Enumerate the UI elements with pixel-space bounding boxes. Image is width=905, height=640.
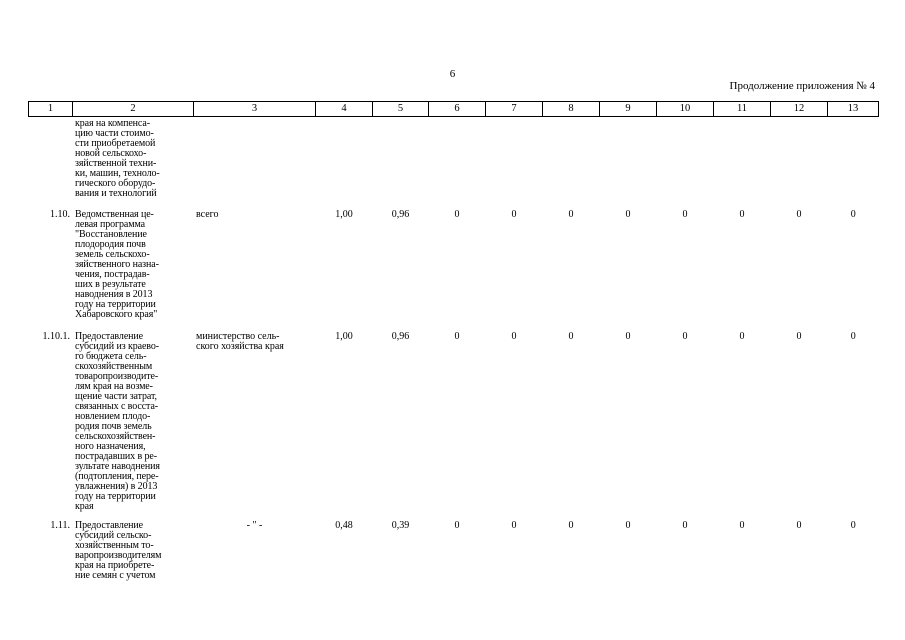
- row-value: 0: [682, 331, 688, 342]
- row-executor-ditto: - " -: [246, 520, 263, 531]
- column-header: 7: [486, 102, 543, 117]
- row-value: [373, 117, 429, 211]
- row-value: [543, 117, 600, 211]
- row-value: [429, 117, 486, 211]
- row-value: [600, 117, 657, 211]
- row-value: 0: [511, 331, 517, 342]
- row-value: 0,96: [391, 331, 410, 342]
- row-value: 0: [796, 520, 802, 531]
- row-value: 0: [682, 520, 688, 531]
- row-value: 0: [568, 331, 574, 342]
- budget-table: [28, 101, 879, 581]
- row-value: 0: [454, 520, 460, 531]
- column-header: 2: [73, 102, 194, 117]
- row-value: 0: [850, 209, 856, 220]
- header-row: [29, 102, 879, 117]
- row-number: 1.10.1.: [42, 331, 70, 342]
- row-value: [657, 117, 714, 211]
- row-value: 0,96: [391, 209, 410, 220]
- row-value: 0: [796, 209, 802, 220]
- column-header: 12: [771, 102, 828, 117]
- column-header: 5: [373, 102, 429, 117]
- row-name: Предоставление субсидий из краево- го бюджета сель- скохозяйственным товаропроизводите- лям края на возме- щение части затрат, связанных с восста- новлением плодо- родия почв земель сельскохозяйствен- ного назначения, пострадавших в ре- зультате наводнения (подтопления, пере- увлажнения) в 2013 году на территории края: [75, 331, 160, 512]
- row-value: [486, 117, 543, 211]
- row-value: 0: [850, 331, 856, 342]
- column-header: 4: [316, 102, 373, 117]
- row-value: 0: [625, 331, 631, 342]
- row-value: 0: [739, 331, 745, 342]
- row-value: [828, 117, 879, 211]
- row-value: 0: [796, 331, 802, 342]
- row-executor: всего: [196, 209, 219, 220]
- row-value: 0: [454, 331, 460, 342]
- row-name: края на компенса- цию части стоимо- сти приобретаемой новой сельскохо- зяйственной техни- ки, машин, техноло- гического оборудо- вания и технологий: [75, 118, 160, 199]
- row-number: [29, 117, 73, 211]
- column-header: 6: [429, 102, 486, 117]
- row-value: [316, 117, 373, 211]
- column-header: 11: [714, 102, 771, 117]
- table-row: [29, 332, 879, 521]
- row-value: 0: [682, 209, 688, 220]
- row-value: 0: [511, 209, 517, 220]
- column-header: 13: [828, 102, 879, 117]
- row-value: 0: [568, 520, 574, 531]
- row-value: 0,48: [335, 520, 353, 531]
- row-value: [771, 117, 828, 211]
- row-number: 1.11.: [50, 520, 70, 531]
- row-value: 0: [625, 209, 631, 220]
- row-value: 0: [511, 520, 517, 531]
- table-row: [29, 210, 879, 332]
- row-executor: [194, 117, 316, 211]
- column-header: 10: [657, 102, 714, 117]
- row-name: Предоставление субсидий сельско- хозяйственным то- варопроизводителям края на приобрете- ние семян с учетом: [75, 520, 162, 581]
- row-value: 0,39: [391, 520, 410, 531]
- column-header: 9: [600, 102, 657, 117]
- row-value: 0: [625, 520, 631, 531]
- row-executor: министерство сель- ского хозяйства края: [196, 331, 284, 352]
- column-header: 1: [29, 102, 73, 117]
- row-value: 0: [739, 209, 745, 220]
- row-value: 1,00: [335, 209, 353, 220]
- row-number: 1.10.: [50, 209, 70, 220]
- row-name: Ведомственная це- левая программа "Восстановление плодородия почв земель сельскохо- зяйственного назна- чения, пострадав- ших в результате наводнения в 2013 году на территории Хабаровского края": [75, 209, 159, 320]
- column-header: 8: [543, 102, 600, 117]
- appendix-continuation-label: Продолжение приложения № 4: [729, 80, 875, 92]
- page-number: 6: [449, 68, 456, 80]
- table-row: [29, 521, 879, 581]
- row-value: 0: [454, 209, 460, 220]
- row-value: 0: [739, 520, 745, 531]
- row-value: [714, 117, 771, 211]
- column-header: 3: [194, 102, 316, 117]
- row-value: 1,00: [335, 331, 353, 342]
- table-row: [29, 117, 879, 211]
- row-value: 0: [568, 209, 574, 220]
- row-value: 0: [850, 520, 856, 531]
